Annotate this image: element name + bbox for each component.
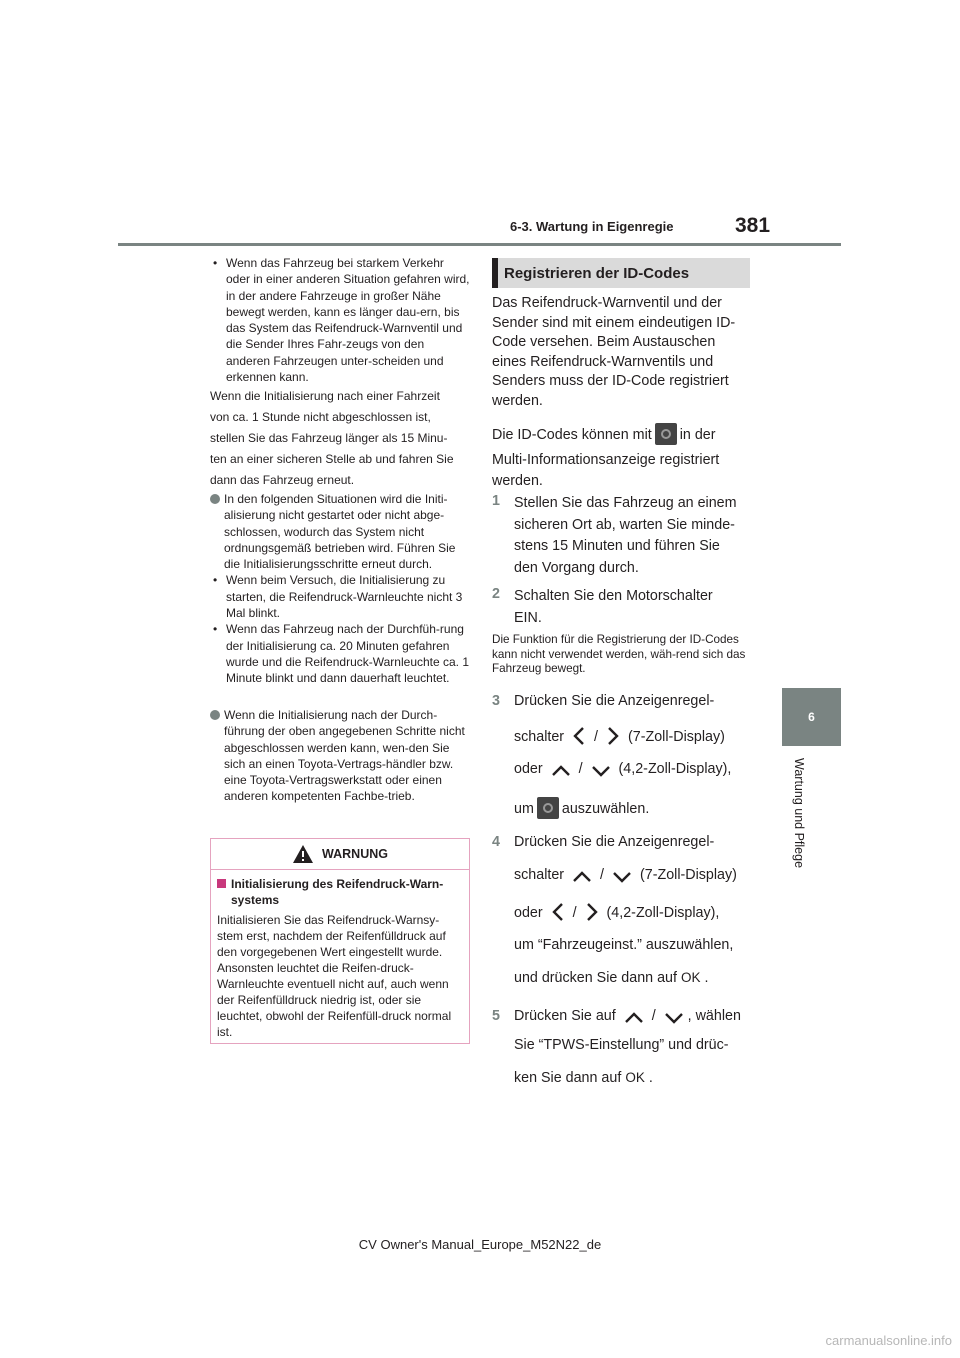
chevron-down-icon — [664, 1011, 684, 1025]
chapter-tab: 6 — [782, 688, 841, 746]
chevron-left-icon — [572, 726, 586, 746]
chevron-right-icon — [606, 726, 620, 746]
chevron-right-icon — [585, 902, 599, 922]
warning-triangle-icon — [292, 844, 314, 864]
chevron-down-icon — [612, 870, 632, 884]
section-heading: Registrieren der ID-Codes — [492, 258, 750, 288]
page-number: 381 — [735, 214, 771, 237]
note-text: Die Funktion für die Registrierung der ID-Codes kann nicht verwendet werden, wäh-rend sich das Fahrzeug bewegt. — [492, 633, 746, 676]
header-rule — [118, 243, 841, 246]
intro-paragraph: Das Reifendruck-Warnventil und der Sender sind mit einem eindeutigen ID- Code versehen. Beim Austauschen eines Reifendruck-Warnventils und Senders muss der ID-Code registriert werden. — [492, 295, 736, 409]
left-dot-2: Wenn die Initialisierung nach der Durch-führung der oben angegebenen Schritte nicht abgeschlossen werden kann, wen-den Sie sich an einen Toyota-Vertrags-händler bzw. eine Toyota-Vertragswerkstatt oder einen anderen kompetenten Fachbe-trieb. — [210, 707, 470, 805]
chapter-label: Wartung und Pflege — [792, 758, 806, 869]
ids-line-3: werden. — [492, 473, 543, 489]
chevron-up-icon — [624, 1011, 644, 1025]
chevron-left-icon — [551, 902, 565, 922]
warning-box — [210, 838, 470, 1044]
ok-button-icon: OK — [680, 970, 701, 985]
circle-bullet-icon — [210, 710, 220, 720]
ids-line-2: Multi-Informationsanzeige registriert — [492, 452, 720, 468]
warning-title: Initialisierung des Reifendruck-Warn-systems — [217, 876, 463, 908]
left-paragraph: Wenn die Initialisierung nach einer Fahrzeit von ca. 1 Stunde nicht abgeschlossen ist, stellen Sie das Fahrzeug länger als 15 Minu- ten an einer sicheren Stelle ab und fahren Sie dann das Fahrzeug erneut. — [210, 389, 454, 487]
left-dot-1: In den folgenden Situationen wird die Initi-alisierung nicht gestartet oder nicht abge-schlossen, wodurch das System nicht ordnungsgemäß betrieben wird. Führen Sie die Initialisierungsschritte erneut durch. • Wenn beim Versuch, die Initialisierung zu starten, die Reifendruck-Warnleuchte nicht 3 Mal blinkt. • Wenn das Fahrzeug nach der Durchfüh-rung der Initialisierung ca. 20 Minuten gefahren wurde und die Reifendruck-Warnleuchte ca. 1 Minute blinkt und dann dauerhaft leuchtet. — [210, 491, 470, 687]
section-title: 6-3. Wartung in Eigenregie — [510, 219, 674, 234]
footer-text: CV Owner's Manual_Europe_M52N22_de — [358, 1237, 602, 1252]
left-bullet-1: • Wenn das Fahrzeug bei starkem Verkehr oder in einer anderen Situation gefahren wird, in der andere Fahrzeuge in großer Nähe bewegt werden, kann es länger dau-ern, bis das System das Reifendruck-Warnventil und die Sender Ihres Fahr-zeugs von den anderen Fahrzeugen unter-scheiden und erkennen kann. — [210, 255, 470, 385]
warning-header: WARNUNG — [211, 839, 469, 870]
circle-bullet-icon — [210, 494, 220, 504]
chevron-up-icon — [572, 870, 592, 884]
settings-gear-icon — [655, 423, 677, 445]
settings-gear-icon — [537, 797, 559, 819]
chevron-down-icon — [591, 764, 611, 778]
watermark: carmanualsonline.info — [825, 1333, 952, 1348]
square-bullet-icon — [217, 879, 226, 888]
ids-line-1: Die ID-Codes können mit in der — [492, 423, 752, 446]
warning-text: Initialisieren Sie das Reifendruck-Warnsy-stem erst, nachdem der Reifenfülldruck auf den vorgegebenen Wert eingestellt wurde. Ansonsten leuchtet die Reifen-druck-Warnleuchte eventuell nicht auf, auch wenn der Reifenfülldruck niedrig ist, oder sie leuchtet, obwohl der Reifenfüll-druck normal ist. — [217, 913, 452, 1039]
ok-button-icon: OK — [625, 1070, 645, 1085]
chevron-up-icon — [551, 764, 571, 778]
